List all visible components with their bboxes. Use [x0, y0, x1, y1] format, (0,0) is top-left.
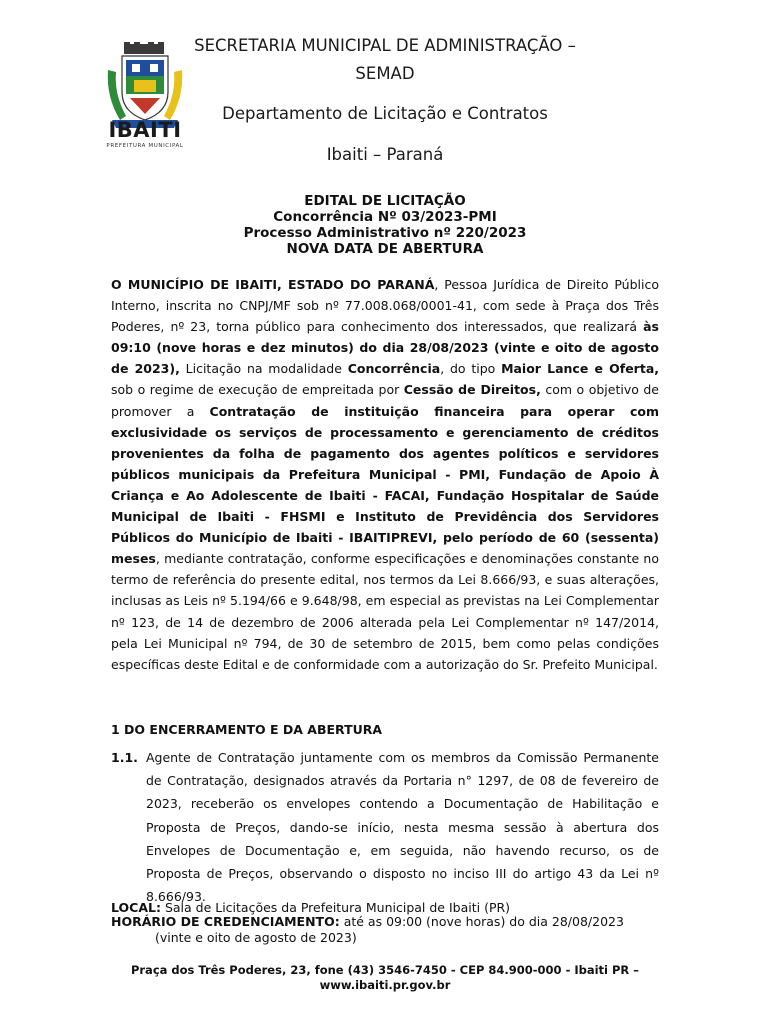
- header-line-2: SEMAD: [355, 64, 415, 83]
- intro-municipality: O MUNICÍPIO DE IBAITI, ESTADO DO PARANÁ: [111, 277, 435, 292]
- municipal-logo: [104, 42, 186, 154]
- horario-value: até as 09:00 (nove horas) do dia 28/08/2023: [339, 914, 624, 929]
- item-1-1-text: Agente de Contratação juntamente com os membros da Comissão Permanente de Contratação, designados através da Portaria n° 1297, de 08 de fevereiro de 2023, receberão os envelopes contendo a Documentação de Habilitação e Proposta de Preços, dando-se início, nesta mesma sessão à abertura dos Envelopes de Documentação e, em seguida, não havendo recurso, os de Proposta de Preços, observando o disposto no inciso III do artigo 43 da Lei nº 8.666/93.: [146, 750, 659, 905]
- footer-address: Praça dos Três Poderes, 23, fone (43) 3546-7450 - CEP 84.900-000 - Ibaiti PR –: [130, 963, 640, 977]
- header-line-1: SECRETARIA MUNICIPAL DE ADMINISTRAÇÃO –: [194, 36, 576, 55]
- intro-modality: Concorrência: [347, 361, 441, 377]
- logo-subtext: PREFEITURA MUNICIPAL: [106, 143, 184, 149]
- page-footer: [60, 963, 710, 993]
- intro-text-5: com o objetivo de promover a: [111, 382, 659, 419]
- header-city: Ibaiti – Paraná: [326, 145, 444, 164]
- intro-type: Maior Lance e Oferta,: [501, 361, 659, 377]
- intro-text-4: sob o regime de execução de empreitada por: [111, 382, 404, 398]
- title-line-4: NOVA DATA DE ABERTURA: [286, 241, 484, 257]
- intro-text-1: , Pessoa Jurídica de Direito Público Interno, inscrita no CNPJ/MF sob nº 77.008.068/0001-41, com sede à Praça dos Três Poderes, nº 23, torna público para conhecimento dos interessados, que realizará: [111, 277, 659, 335]
- logo-text: IBAITI: [108, 118, 182, 142]
- intro-text-2: Licitação na modalidade: [179, 361, 348, 377]
- intro-paragraph: [111, 274, 659, 675]
- local-label: LOCAL:: [111, 900, 161, 915]
- title-line-2: Concorrência Nº 03/2023-PMI: [273, 209, 497, 225]
- header-department: Departamento de Licitação e Contratos: [222, 104, 548, 123]
- intro-regime: Cessão de Direitos,: [403, 382, 541, 398]
- horario-label: HORÁRIO DE CREDENCIAMENTO:: [111, 914, 340, 929]
- local-value: Sala de Licitações da Prefeitura Municipal de Ibaiti (PR): [160, 900, 511, 915]
- footer-website: www.ibaiti.pr.gov.br: [319, 978, 451, 992]
- intro-object: Contratação de instituição financeira para operar com exclusividade os serviços de processamento e gerenciamento de créditos provenientes da folha de pagamento dos agentes políticos e servidores públicos municipais da Prefeitura Municipal - PMI, Fundação de Apoio À Criança e Ao Adolescente de Ibaiti - FACAI, Fundação Hospitalar de Saúde Municipal de Ibaiti - FHSMI e Instituto de Previdência dos Servidores Públicos do Município de Ibaiti - IBAITIPREVI, pelo período de 60 (sessenta) meses: [111, 403, 659, 567]
- horario-line: [111, 914, 659, 929]
- intro-text-6: , mediante contratação, conforme especificações e denominações constante no termo de referência do presente edital, nos termos da Lei 8.666/93, e suas alterações, inclusas as Leis nº 5.194/66 e 9.648/98, em especial as previstas na Lei Complementar nº 123, de 14 de dezembro de 2006 alterada pela Lei Complementar nº 147/2014, pela Lei Municipal nº 794, de 30 de setembro de 2015, bem como pelas condições específicas deste Edital e de conformidade com a autorização do Sr. Prefeito Municipal.: [111, 551, 659, 672]
- intro-text-3: , do tipo: [440, 361, 502, 377]
- title-line-1: EDITAL DE LICITAÇÃO: [304, 193, 466, 209]
- edital-title-block: [60, 193, 710, 257]
- local-line: [111, 900, 659, 915]
- item-1-1-number: 1.1.: [111, 750, 138, 765]
- horario-line-2: (vinte e oito de agosto de 2023): [155, 930, 357, 945]
- intro-date-time: às 09:10 (nove horas e dez minutos) do dia 28/08/2023 (vinte e oito de agosto de 2023),: [111, 319, 659, 377]
- section-1-heading: 1 DO ENCERRAMENTO E DA ABERTURA: [111, 722, 383, 737]
- title-line-3: Processo Administrativo nº 220/2023: [243, 225, 527, 241]
